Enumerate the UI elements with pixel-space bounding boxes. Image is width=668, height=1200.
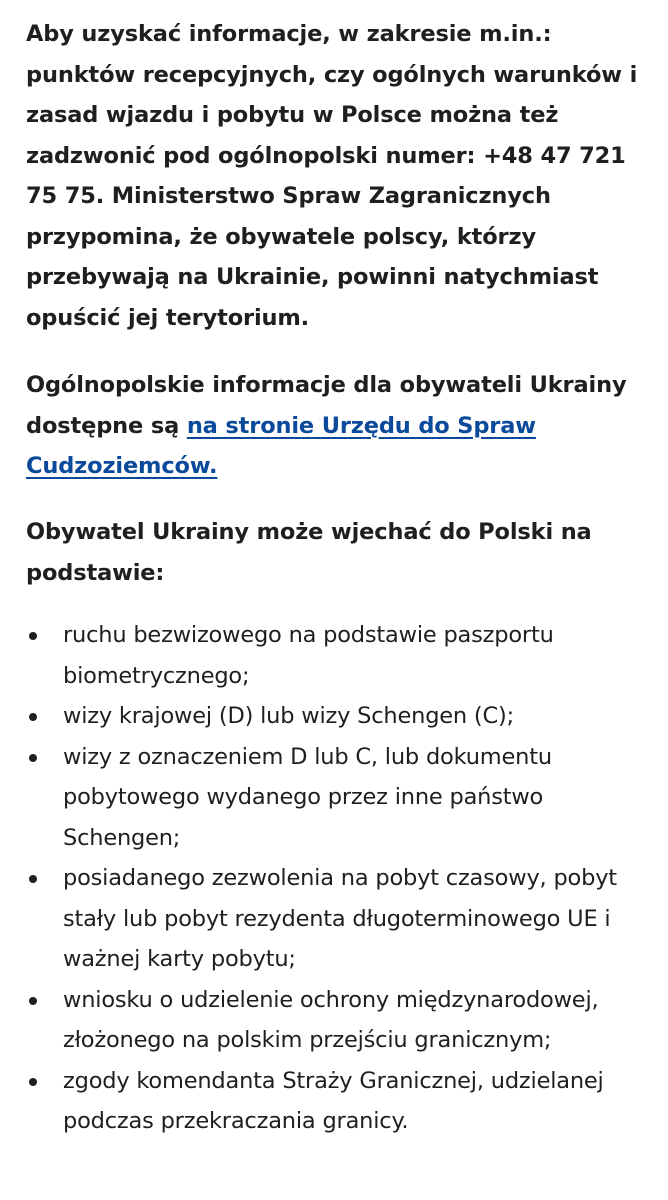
list-item: [26, 737, 646, 859]
entry-basis-list: [26, 615, 646, 1142]
bullet-icon: [29, 754, 37, 762]
list-item-text: zgody komendanta Straży Granicznej, udzielanej podczas przekraczania granicy.: [63, 1067, 604, 1134]
list-item: [26, 980, 646, 1061]
list-item-text: wizy krajowej (D) lub wizy Schengen (C);: [63, 703, 514, 729]
list-item: [26, 615, 646, 696]
list-item: [26, 1061, 646, 1142]
bullet-icon: [29, 632, 37, 640]
list-item: [26, 858, 646, 980]
bullet-icon: [29, 997, 37, 1005]
list-item-text: wizy z oznaczeniem D lub C, lub dokumentu pobytowego wydanego przez inne państwo Schengen;: [63, 743, 552, 851]
list-item-text: wniosku o udzielenie ochrony międzynarodowej, złożonego na polskim przejściu granicznym;: [63, 986, 599, 1053]
bullet-icon: [29, 713, 37, 721]
info-text: Ogólnopolskie informacje dla obywateli Ukrainy dostępne są: [26, 372, 627, 439]
list-item: [26, 696, 646, 737]
foreigners-office-link[interactable]: na stronie Urzędu do Spraw Cudzoziemców.: [26, 412, 536, 479]
list-item-text: posiadanego zezwolenia na pobyt czasowy, pobyt stały lub pobyt rezydenta długoterminowego UE i ważnej karty pobytu;: [63, 865, 617, 972]
bullet-icon: [29, 1078, 37, 1086]
foreigners-office-paragraph: [26, 365, 646, 487]
bullet-icon: [29, 875, 37, 883]
contact-paragraph: Aby uzyskać informacje, w zakresie m.in.: punktów recepcyjnych, czy ogólnych warunków i zasad wjazdu i pobytu w Polsce można też zadzwonić pod ogólnopolski numer: +48 47 721 75 75. Ministerstwo Spraw Zagranicznych przypomina, że obywatele polscy, którzy przebywają na Ukrainie, powinni natychmiast opuścić jej terytorium.: [26, 21, 638, 331]
list-item-text: ruchu bezwizowego na podstawie paszportu biometrycznego;: [63, 622, 554, 689]
entry-intro-heading: Obywatel Ukrainy może wjechać do Polski na podstawie:: [26, 519, 592, 586]
